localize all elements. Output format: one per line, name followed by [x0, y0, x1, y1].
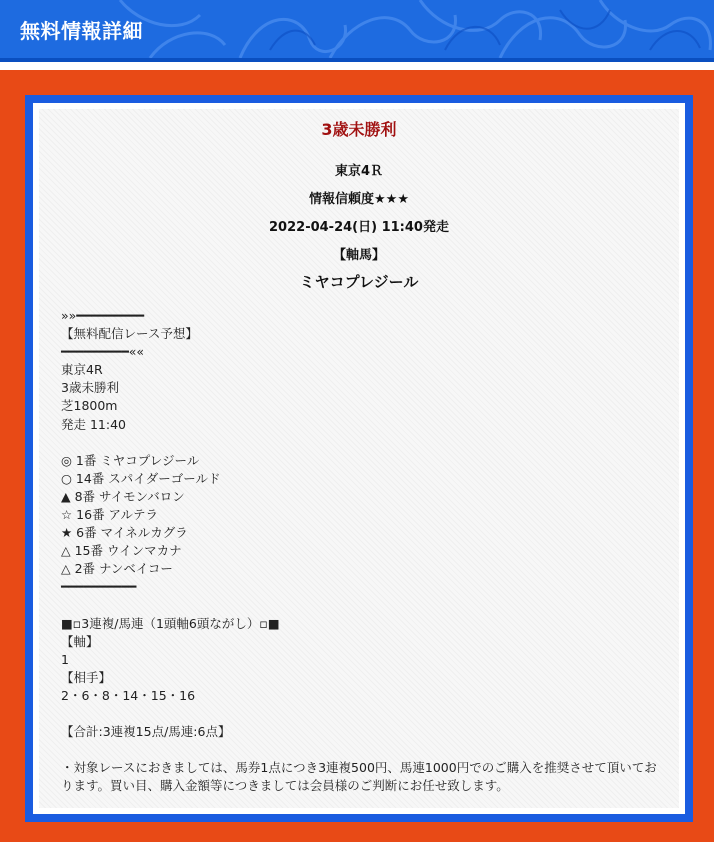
prediction-body-text: »»━━━━━━━━━ 【無料配信レース予想】 ━━━━━━━━━«« 東京4R 3歳未勝利 芝1800m 発走 11:40 ◎ 1番 ミヤコプレジール ○ 14番 スパイダーゴールド ▲ 8番 サイモンバロン ☆ 16番 アルテラ ★ 6番 マイネルカグラ △ 15番 ウインマカナ △ 2番 ナンベイコー ━━━━━━━━━━ ■▫3連複/馬連（1頭軸6頭ながし）▫■ 【軸】 1 【相手】 2・6・8・14・15・16 【合計:3連複15点/馬連:6点】 ・対象レースにおきましては、馬券1点につき3連複500円、馬連1000円でのご購入を推奨させて頂いております。買い目、購入金額等につきましては会員様のご判断にお任せ致します。: [61, 308, 657, 794]
race-datetime: 2022-04-24(日) 11:40発走: [269, 220, 449, 235]
reliability-rating: 情報信頼度★★★: [309, 192, 409, 207]
race-venue: 東京4Ｒ: [334, 164, 384, 179]
axis-horse-name: ミヤコプレジール: [299, 273, 419, 291]
info-detail-panel: [39, 109, 679, 808]
race-title: 3歳未勝利: [321, 120, 397, 139]
header-divider: [0, 58, 714, 62]
page-title: 無料情報詳細: [20, 19, 143, 43]
axis-horse-label: 【軸馬】: [332, 248, 385, 263]
page-header: [0, 0, 714, 58]
